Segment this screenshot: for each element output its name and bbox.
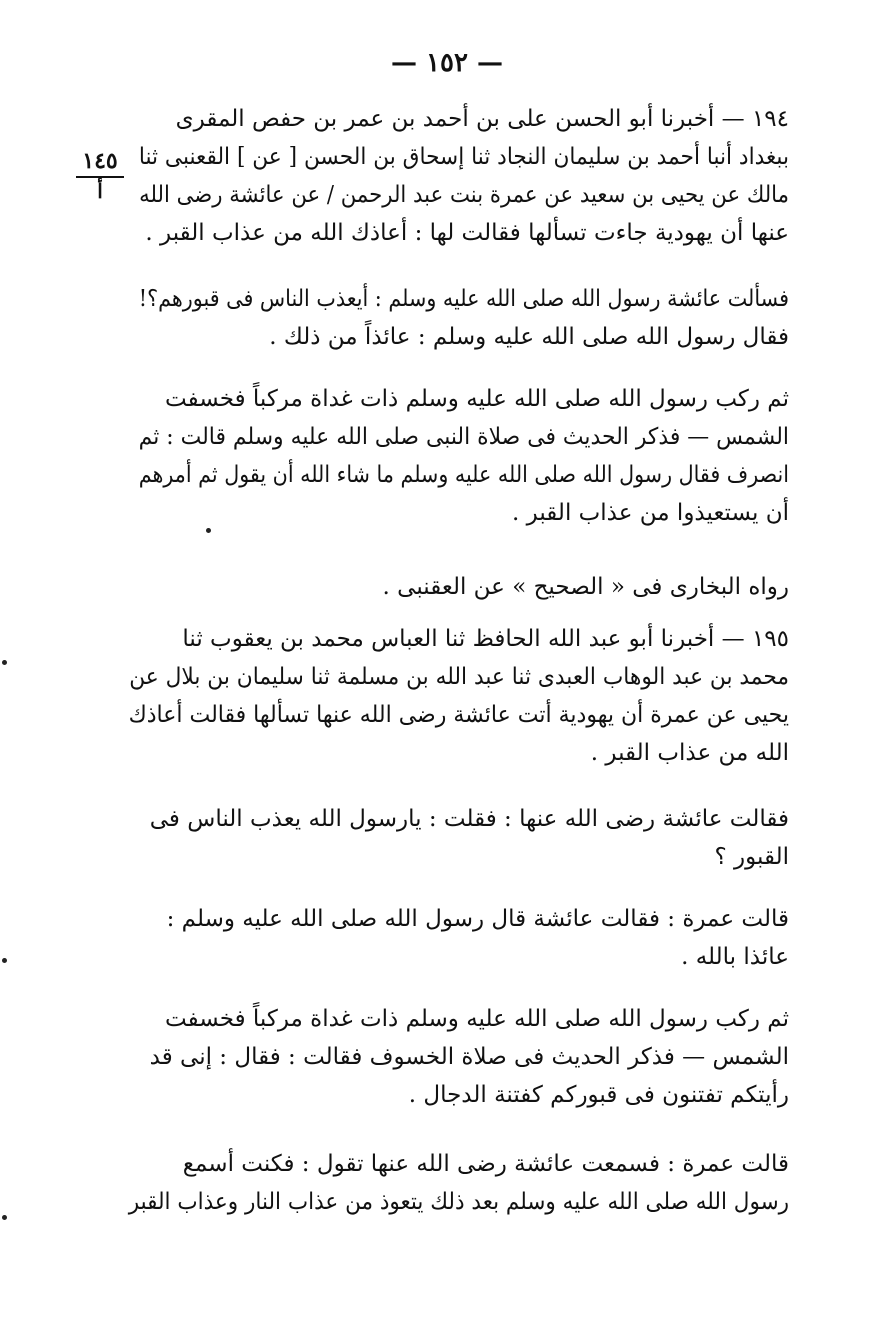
hadith-195-isnad (129, 620, 789, 772)
text-line: فقالت عائشة رضى الله عنها : فقلت : يارسول الله يعذب الناس فى (149, 806, 789, 832)
scan-speck (206, 528, 211, 533)
text-line: قالت عمرة : فسمعت عائشة رضى الله عنها تقول : فكنت أسمع (182, 1151, 789, 1177)
text-line: انصرف فقال رسول الله صلى الله عليه وسلم ما شاء الله أن يقول ثم أمرهم (138, 462, 789, 488)
hadith-195-eclipse (129, 1000, 789, 1114)
text-line: ثم ركب رسول الله صلى الله عليه وسلم ذات غداة مركباً فخسفت (165, 386, 789, 412)
text-line: عنها أن يهودية جاءت تسألها فقالت لها : أعاذك الله من عذاب القبر . (145, 220, 789, 246)
text-line: فسألت عائشة رسول الله صلى الله عليه وسلم : أيعذب الناس فى قبورهم؟! (138, 286, 789, 312)
scan-speck (2, 1215, 7, 1220)
text-line: مالك عن يحيى بن سعيد عن عمرة بنت عبد الرحمن / عن عائشة رضى الله (139, 182, 789, 208)
text-line: ثم ركب رسول الله صلى الله عليه وسلم ذات غداة مركباً فخسفت (165, 1006, 789, 1032)
hadith-194-question (139, 280, 789, 356)
text-line: رأيتكم تفتنون فى قبوركم كفتنة الدجال . (408, 1082, 789, 1108)
hadith-194-source (139, 568, 789, 606)
text-line: عائذا بالله . (681, 944, 789, 970)
text-line: الشمس — فذكر الحديث فى صلاة النبى صلى الله عليه وسلم قالت : ثم (138, 424, 789, 450)
folio-number: ١٤٥ (82, 148, 118, 174)
hadith-194-isnad (139, 100, 789, 252)
text-line: رسول الله صلى الله عليه وسلم بعد ذلك يتعوذ من عذاب النار وعذاب القبر (128, 1189, 790, 1215)
text-line: قالت عمرة : فقالت عائشة قال رسول الله صلى الله عليه وسلم : (166, 906, 789, 932)
text-line: رواه البخارى فى « الصحيح » عن العقنبى . (382, 574, 789, 600)
hadith-195-question (129, 800, 789, 876)
text-line: ببغداد أنبا أحمد بن سليمان النجاد ثنا إسحاق بن الحسن [ عن ] القعنبى ثنا (138, 144, 789, 170)
text-line: يحيى عن عمرة أن يهودية أتت عائشة رضى الله عنها تسألها فقالت أعاذك (128, 702, 790, 728)
scan-speck (2, 660, 7, 665)
text-line: فقال رسول الله صلى الله عليه وسلم : عائذاً من ذلك . (269, 324, 789, 350)
text-line: الشمس — فذكر الحديث فى صلاة الخسوف فقالت : فقال : إنى قد (149, 1044, 789, 1070)
folio-divider (76, 176, 124, 178)
hadith-195-closing (129, 1145, 789, 1221)
manuscript-folio-reference (72, 148, 128, 202)
text-line: ١٩٥ — أخبرنا أبو عبد الله الحافظ ثنا العباس محمد بن يعقوب ثنا (182, 626, 789, 652)
hadith-194-eclipse (139, 380, 789, 532)
text-line: أن يستعيذوا من عذاب القبر . (512, 500, 789, 526)
text-line: القبور ؟ (714, 844, 789, 870)
page-number: — ١٥٢ — (390, 48, 504, 78)
text-line: محمد بن عبد الوهاب العبدى ثنا عبد الله بن مسلمة ثنا سليمان بن بلال عن (129, 664, 790, 690)
scan-speck (2, 958, 7, 963)
hadith-195-answer (129, 900, 789, 976)
text-line: ١٩٤ — أخبرنا أبو الحسن على بن أحمد بن عمر بن حفص المقرى (175, 106, 789, 132)
text-line: الله من عذاب القبر . (590, 740, 789, 766)
folio-side: أ (97, 179, 103, 203)
